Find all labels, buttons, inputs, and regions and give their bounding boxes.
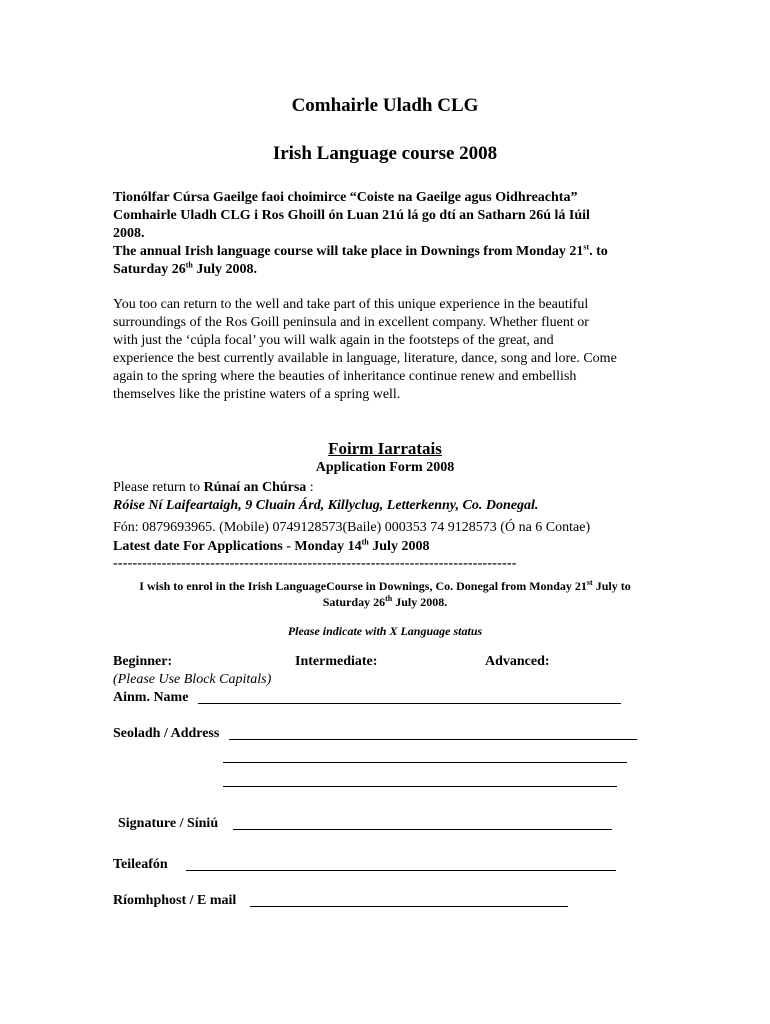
description-line: again to the spring where the beauties of inheritance continue renew and embellish — [113, 369, 577, 384]
description-line: themselves like the pristine waters of a spring well. — [113, 387, 401, 402]
intro-irish — [113, 189, 608, 279]
intro-irish-line-1: Tionólfar Cúrsa Gaeilge faoi choimirce “Coiste na Gaeilge agus Oidhreachta” — [113, 190, 578, 205]
description — [113, 296, 617, 404]
intermediate-label[interactable]: Intermediate: — [295, 654, 378, 669]
status-prompt: Please indicate with X Language status — [287, 624, 483, 638]
enrol-line-2: Saturday 26th July 2008. — [322, 594, 448, 609]
form-title-irish: Foirm Iarratais — [328, 439, 442, 458]
address-label: Seoladh / Address — [113, 726, 220, 741]
enrol-line-1: I wish to enrol in the Irish LanguageCourse in Downings, Co. Donegal from Monday 21st July to — [139, 578, 631, 593]
return-to: Please return to Rúnaí an Chúrsa : — [113, 480, 314, 495]
block-capitals-note: (Please Use Block Capitals) — [113, 672, 272, 687]
contact-phone: Fón: 0879693965. (Mobile) 0749128573(Baile) 000353 74 9128573 (Ó na 6 Contae) — [113, 520, 591, 535]
description-line: experience the best currently available in language, literature, dance, song and lore. Come — [113, 351, 617, 366]
form-title-english: Application Form 2008 — [315, 460, 455, 475]
signature-label: Signature / Síniú — [118, 816, 219, 831]
email-field[interactable] — [250, 906, 568, 907]
name-label: Ainm. Name — [113, 690, 189, 705]
intro-irish-line-3: 2008. — [113, 226, 145, 241]
description-line: surroundings of the Ros Goill peninsula and in excellent company. Whether fluent or — [113, 315, 589, 330]
address-field-3[interactable] — [223, 786, 617, 787]
description-line: You too can return to the well and take part of this unique experience in the beautiful — [113, 297, 589, 312]
intro-irish-line-2: Comhairle Uladh CLG i Ros Ghoill ón Luan 21ú lá go dtí an Satharn 26ú lá Iúil — [113, 208, 590, 223]
beginner-label[interactable]: Beginner: — [113, 654, 173, 669]
latest-date: Latest date For Applications - Monday 14th July 2008 — [113, 537, 430, 554]
name-field[interactable] — [198, 703, 621, 704]
intro-english-line-2: Saturday 26th July 2008. — [113, 260, 258, 277]
email-label: Ríomhphost / E mail — [113, 893, 237, 908]
org-title: Comhairle Uladh CLG — [291, 95, 479, 116]
advanced-label[interactable]: Advanced: — [485, 654, 550, 669]
course-title: Irish Language course 2008 — [272, 143, 498, 164]
phone-label: Teileafón — [113, 857, 168, 872]
signature-field[interactable] — [233, 829, 612, 830]
description-line: with just the ‘cúpla focal’ you will walk again in the footsteps of the great, and — [113, 333, 554, 348]
return-address: Róise Ní Laifeartaigh, 9 Cluain Árd, Killyclug, Letterkenny, Co. Donegal. — [113, 498, 539, 513]
address-field-2[interactable] — [223, 762, 627, 763]
dashed-separator: ----------------------------------------------------------------------------------- — [113, 556, 517, 571]
address-field-1[interactable] — [229, 739, 637, 740]
phone-field[interactable] — [186, 870, 616, 871]
intro-english-line-1: The annual Irish language course will take place in Downings from Monday 21st. to — [113, 242, 608, 259]
